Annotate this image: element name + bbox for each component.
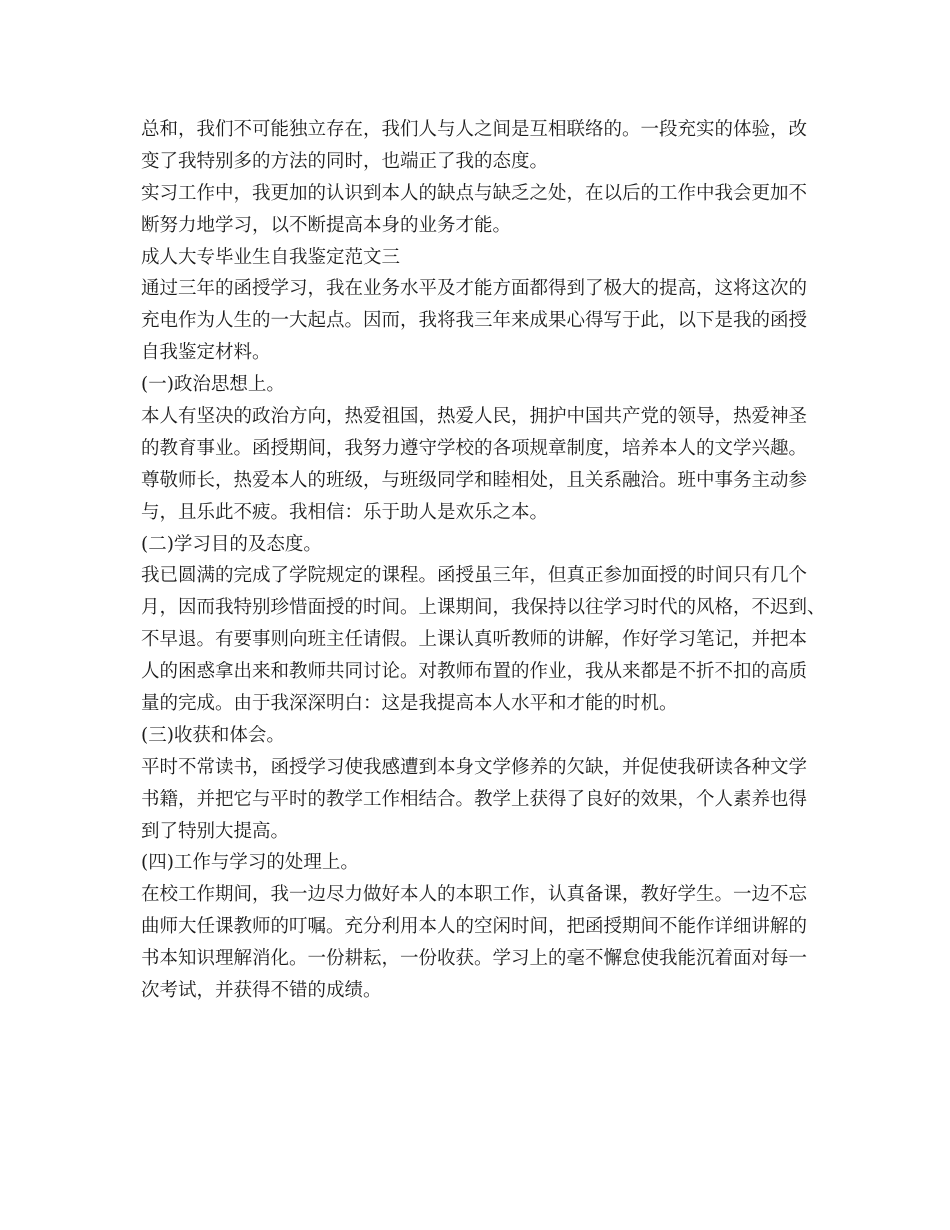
- text-line: 人的困惑拿出来和教师共同讨论。对教师布置的作业，我从来都是不折不扣的高质: [141, 661, 808, 683]
- section-heading: 成人大专毕业生自我鉴定范文三: [141, 246, 401, 268]
- text-line: 平时不常读书，函授学习使我感遭到本身文学修养的欠缺，并促使我研读各种文学: [141, 756, 808, 778]
- text-line: 书籍，并把它与平时的教学工作相结合。教学上获得了良好的效果，个人素养也得: [141, 788, 808, 810]
- text-line: 次考试，并获得不错的成绩。: [141, 980, 382, 1002]
- text-line: 本人有坚决的政治方向，热爱祖国，热爱人民，拥护中国共产党的领导，热爱神圣: [141, 406, 808, 428]
- text-line: 曲师大任课教师的叮嘱。充分利用本人的空闲时间，把函授期间不能作详细讲解的: [141, 916, 808, 938]
- text-line: 书本知识理解消化。一份耕耘，一份收获。学习上的毫不懈怠使我能沉着面对每一: [141, 948, 808, 970]
- text-line: 不早退。有要事则向班主任请假。上课认真听教师的讲解，作好学习笔记，并把本: [141, 629, 808, 651]
- text-line: 总和，我们不可能独立存在，我们人与人之间是互相联络的。一段充实的体验，改: [141, 119, 808, 140]
- text-line: 变了我特别多的方法的同时，也端正了我的态度。: [141, 150, 549, 172]
- text-line: 与，且乐此不疲。我相信：乐于助人是欢乐之本。: [141, 501, 549, 523]
- text-line: 月，因而我特别珍惜面授的时间。上课期间，我保持以往学习时代的风格，不迟到、: [141, 597, 826, 619]
- document-body: [141, 114, 826, 1007]
- text-line: 充电作为人生的一大起点。因而，我将我三年来成果心得写于此，以下是我的函授: [141, 310, 808, 332]
- text-line: 实习工作中，我更加的认识到本人的缺点与缺乏之处，在以后的工作中我会更加不: [141, 182, 808, 204]
- subsection-heading: (一)政治思想上。: [141, 374, 285, 396]
- subsection-heading: (三)收获和体会。: [141, 724, 285, 746]
- text-line: 到了特别大提高。: [141, 820, 290, 842]
- subsection-heading: (四)工作与学习的处理上。: [141, 852, 359, 874]
- text-line: 的教育事业。函授期间，我努力遵守学校的各项规章制度，培养本人的文学兴趣。: [141, 437, 808, 459]
- text-line: 量的完成。由于我深深明白：这是我提高本人水平和才能的时机。: [141, 693, 678, 715]
- text-line: 在校工作期间，我一边尽力做好本人的本职工作，认真备课，教好学生。一边不忘: [141, 884, 808, 906]
- text-line: 我已圆满的完成了学院规定的课程。函授虽三年，但真正参加面授的时间只有几个: [141, 565, 808, 587]
- text-line: 自我鉴定材料。: [141, 342, 271, 364]
- text-line: 断努力地学习，以不断提高本身的业务才能。: [141, 214, 512, 236]
- text-line: 尊敬师长，热爱本人的班级，与班级同学和睦相处，且关系融洽。班中事务主动参: [141, 469, 808, 491]
- text-line: 通过三年的函授学习，我在业务水平及才能方面都得到了极大的提高，这将这次的: [141, 278, 808, 300]
- subsection-heading: (二)学习目的及态度。: [141, 533, 322, 555]
